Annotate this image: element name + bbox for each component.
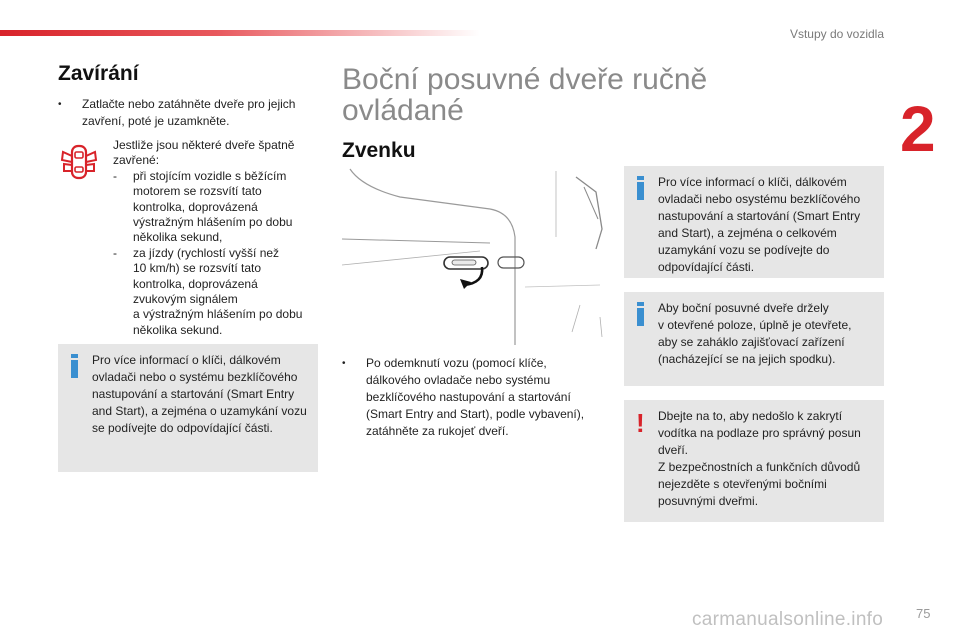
info-box-right-1-text: Pro více informací o klíči, dálkovém ovladači nebo osystému bezklíčového nastupování a startování (Smart Entry and Start), a zejména o celkovém uzamykání vozu se podívejte do odpovídající části.	[658, 175, 861, 274]
info-box-left	[58, 344, 318, 472]
unlock-instruction-text: Po odemknutí vozu (pomocí klíče, dálkového ovladače nebo systému bezklíčového nastupování a startování (Smart Entry and Start), podle vybavení), zatáhněte za rukojeť dveří.	[366, 356, 585, 438]
door-handle-illustration	[340, 167, 604, 345]
car-doors-open-icon	[58, 141, 100, 183]
bullet-marker: •	[342, 358, 346, 369]
page-title: Boční posuvné dveře ručně ovládané	[342, 63, 708, 127]
info-icon	[637, 302, 644, 326]
warning-box-right-text: Dbejte na to, aby nedošlo k zakrytí vodítka na podlaze pro správný posun dveří. Z bezpečnostních a funkčních důvodů nejezděte s otevřenými bočními posuvnými dveřmi.	[658, 409, 861, 508]
closing-instruction-text: Zatlačte nebo zatáhněte dveře pro jejich zavření, poté je uzamkněte.	[82, 97, 296, 128]
info-box-right-2	[624, 292, 884, 386]
info-box-right-2-text: Aby boční posuvné dveře držely v otevřené poloze, úplně je otevřete, aby se zaháklo zajišťovací zařízení (nacházející se na jejich spodku).	[658, 301, 852, 366]
warning-box-right	[624, 400, 884, 522]
chapter-number: 2	[900, 93, 936, 165]
bullet-marker: •	[58, 99, 62, 110]
info-icon	[71, 354, 78, 378]
door-warning-text: Jestliže jsou některé dveře špatně zavřené: - při stojícím vozidle s běžícím motorem se rozsvítí tato kontrolka, doprovázená výstražným hlášením po dobu několika sekund, - za jízdy (rychlostí vyšší než 10 km/h) se rozsvítí tato kontrolka, doprovázená zvukovým signálem a výstražným hlášením po dobu několika sekund.	[113, 138, 323, 338]
info-box-right-1	[624, 166, 884, 278]
exclamation-icon: !	[636, 408, 645, 438]
watermark: carmanualsonline.info	[692, 609, 884, 630]
warning-item-stationary: - při stojícím vozidle s běžícím motorem se rozsvítí tato kontrolka, doprovázená výstražným hlášením po dobu několika sekund,	[113, 168, 293, 245]
header-accent-bar	[0, 30, 480, 36]
info-icon	[637, 176, 644, 200]
closing-heading: Zavírání	[58, 62, 139, 85]
outside-subheading: Zvenku	[342, 139, 416, 162]
section-title: Vstupy do vozidla	[789, 27, 884, 41]
page-number: 75	[916, 606, 931, 621]
info-box-left-text: Pro více informací o klíči, dálkovém ovladači nebo o systému bezklíčového nastupování a startování (Smart Entry and Start), a zejména o uzamykání vozu se podívejte do odpovídající části.	[92, 353, 307, 435]
warning-item-driving: - za jízdy (rychlostí vyšší než 10 km/h) se rozsvítí tato kontrolka, doprovázená zvukovým signálem a výstražným hlášením po dobu několika sekund.	[113, 245, 303, 337]
